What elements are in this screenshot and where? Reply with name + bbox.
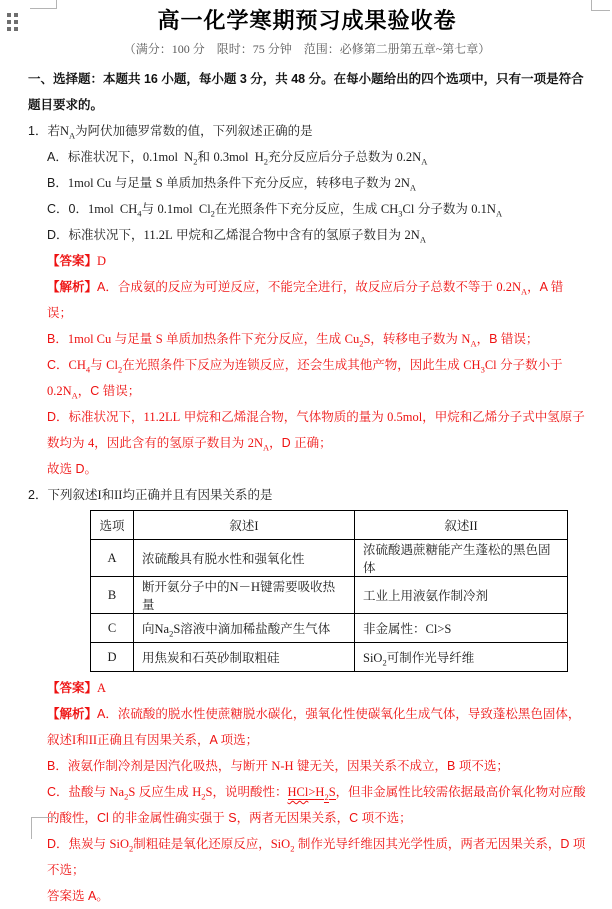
question-1-answer xyxy=(28,248,586,274)
answer-label: 【答案】 xyxy=(47,254,98,268)
table-row xyxy=(91,577,568,614)
question-1-analysis-a xyxy=(28,274,586,326)
question-1-option-a: A．标准状况下，0.1mol $N_2$和 0.3mol $H_2$充分反应后分子总数为 $0.2N_A$ xyxy=(47,150,428,167)
table-cell-statement-2: 非金属性：Cl>S xyxy=(355,614,568,643)
question-2-conclusion: 答案选 A。 xyxy=(47,889,109,903)
table-cell-option: C xyxy=(91,614,134,643)
question-2-answer xyxy=(28,675,586,701)
table-cell-option: A xyxy=(91,540,134,577)
answer-letter: D xyxy=(97,254,107,268)
page-corner-mark-top-right xyxy=(591,0,610,11)
analysis-text: A．浓硫酸的脱水性使蔗糖脱水碳化，强氧化性使碳氧化生成气体，导致蓬松黑色固体，叙述I和II正确且有因果关系，A 项选； xyxy=(47,707,581,747)
table-cell-statement-1: 向$Na_2S$溶液中滴加稀盐酸产生气体 xyxy=(134,614,355,643)
analysis-label: 【解析】 xyxy=(47,280,98,294)
section-header: 一、选择题：本题共 16 小题，每小题 3 分，共 48 分。在每小题给出的四个选项中，只有一项是符合题目要求的。 xyxy=(28,72,584,112)
page-title: 高一化学寒期预习成果验收卷 xyxy=(157,8,457,33)
page-corner-mark-bottom-left xyxy=(31,817,56,839)
answer-letter: A xyxy=(97,681,107,695)
table-cell-option: B xyxy=(91,577,134,614)
table-row xyxy=(91,614,568,643)
exam-meta-line: （满分：100 分 限时：75 分钟 范围：必修第二册第五章~第七章） xyxy=(123,42,491,56)
table-header-option: 选项 xyxy=(91,511,134,540)
question-2-analysis-b: B．液氨作制冷剂是因汽化吸热，与断开 N-H 键无关，因果关系不成立，B 项不选； xyxy=(47,759,509,773)
table-row xyxy=(91,540,568,577)
question-2-analysis-d: D．焦炭与 SiO$_2$制粗硅是氧化还原反应，SiO$_2$ 制作光导纤维因其光学性质，两者无因果关系，D 项不选； xyxy=(47,837,586,877)
question-1-stem: 1．若$N_A$为阿伏加德罗常数的值，下列叙述正确的是 xyxy=(28,124,313,141)
question-1-analysis-c: C．$CH_4$与 $Cl_2$在光照条件下反应为连锁反应，还会生成其他产物，因此生成 $CH_3Cl$ 分子数小于 $0.2N_A$，C 错误； xyxy=(47,358,567,401)
question-1-analysis-d: D．标准状况下，11.2LL 甲烷和乙烯混合物，气体物质的量为 0.5mol，甲烷和乙烯分子式中氢原子数均为 4，因此含有的氢原子数目为 $2N_A$，D 正确； xyxy=(47,410,585,453)
page-corner-mark-top-left xyxy=(30,0,57,9)
analysis-text: A．合成氨的反应为可逆反应，不能完全进行，故反应后分子总数不等于 $0.2N_A$，A 错误； xyxy=(47,280,564,320)
table-cell-option: D xyxy=(91,643,134,672)
question-2-analysis-c: C．盐酸与 $Na_2S$ 反应生成 $H_2S$，说明酸性：$HCl>H_2S$，但非金属性比较需依据最高价氧化物对应酸的酸性，Cl 的非金属性确实强于 S，两者无因果关系，C 项不选； xyxy=(47,785,586,825)
answer-label: 【答案】 xyxy=(47,681,98,695)
question-2-analysis-a xyxy=(28,701,586,753)
question-1-conclusion: 故选 D。 xyxy=(47,462,98,476)
drag-handle-icon[interactable] xyxy=(7,13,18,31)
question-2-stem: 2．下列叙述I和II均正确并且有因果关系的是 xyxy=(28,488,273,502)
table-cell-statement-1: 用焦炭和石英砂制取粗硅 xyxy=(134,643,355,672)
table-cell-statement-2: 浓硫酸遇蔗糖能产生蓬松的黑色固体 xyxy=(355,540,568,577)
table-header-statement-2: 叙述II xyxy=(355,511,568,540)
table-header-statement-1: 叙述I xyxy=(134,511,355,540)
question-2-table xyxy=(90,510,568,672)
table-header-row xyxy=(91,511,568,540)
table-row xyxy=(91,643,568,672)
analysis-label: 【解析】 xyxy=(47,707,98,721)
table-cell-statement-1: 浓硫酸具有脱水性和强氧化性 xyxy=(134,540,355,577)
table-cell-statement-2: SiO$_2$可制作光导纤维 xyxy=(355,643,568,672)
table-cell-statement-2: 工业上用液氨作制冷剂 xyxy=(355,577,568,614)
question-1-option-c: C．0．1mol $CH_4$与 0.1mol $Cl_2$在光照条件下充分反应，生成 $CH_3Cl$ 分子数为 $0.1N_A$ xyxy=(47,202,503,219)
question-1-option-b: B．1mol Cu 与足量 S 单质加热条件下充分反应，转移电子数为 $2N_A$ xyxy=(47,176,417,193)
table-cell-statement-1: 断开氨分子中的N－H键需要吸收热量 xyxy=(134,577,355,614)
question-1-analysis-b: B．1mol Cu 与足量 S 单质加热条件下充分反应，生成 $Cu_2S$，转移电子数为 $N_A$，B 错误； xyxy=(47,332,539,349)
question-1-option-d: D．标准状况下，11.2L 甲烷和乙烯混合物中含有的氢原子数目为 $2N_A$ xyxy=(47,228,426,245)
